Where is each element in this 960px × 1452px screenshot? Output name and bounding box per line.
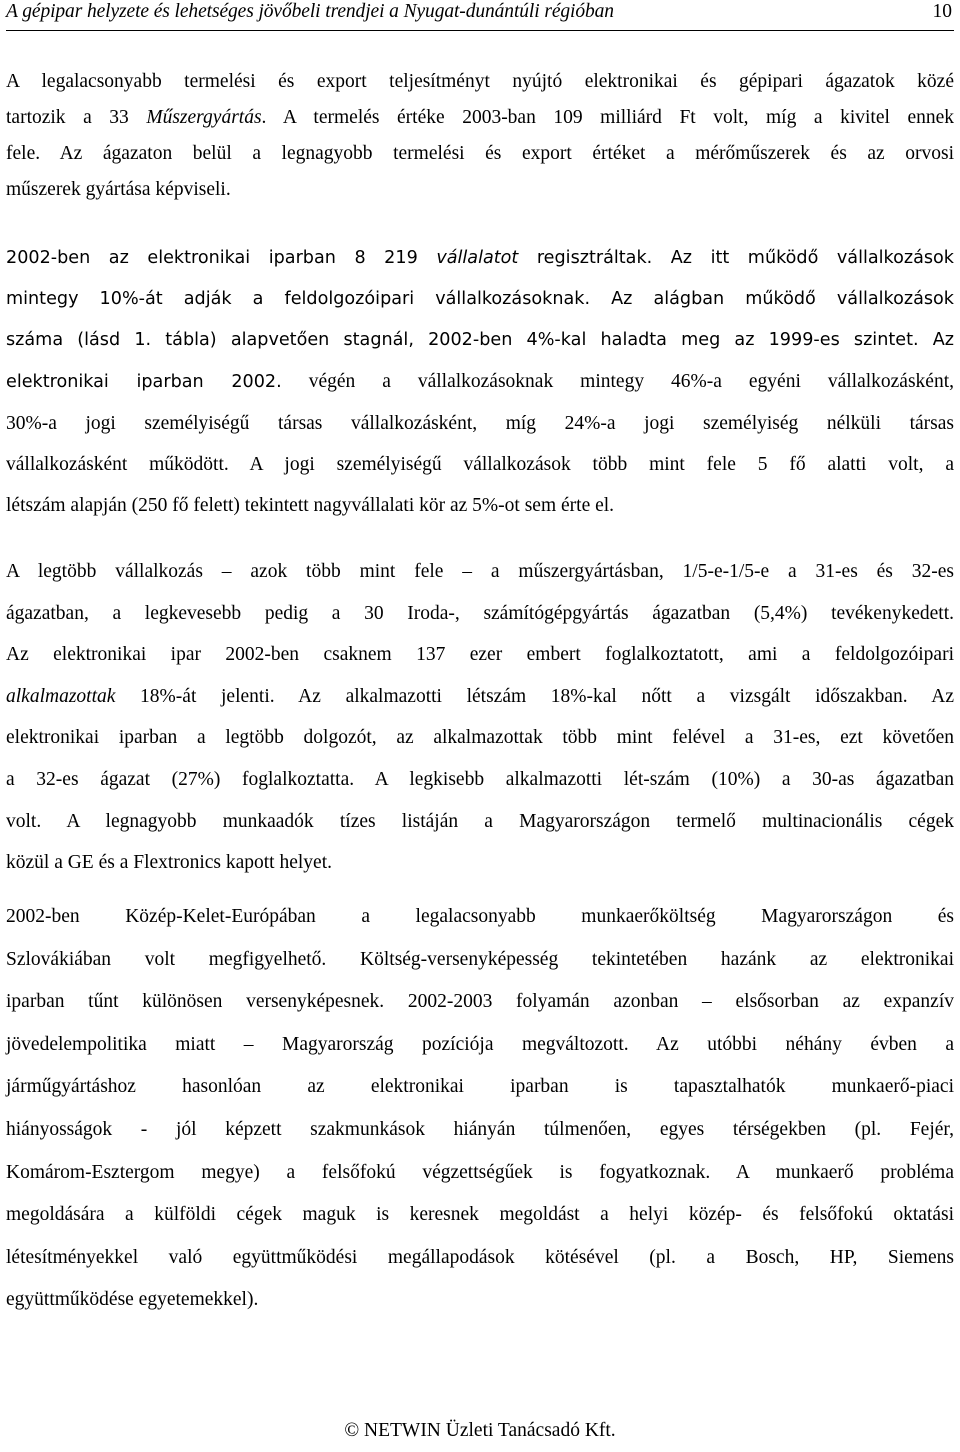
text-run: végén a vállalkozásoknak mintegy 46%-a egyéni vállalkozásként,	[281, 371, 954, 392]
emphasized-term: alkalmazottak	[6, 685, 116, 707]
text-line: a 32-es ágazat (27%) foglalkoztatta. A legkisebb alkalmazotti lét-szám (10%) a 30-as ágazatban	[6, 768, 954, 790]
text-line: közül a GE és a Flextronics kapott helyet.	[6, 852, 332, 874]
text-line: 30%-a jogi személyiségű társas vállalkozásként, míg 24%-a jogi személyiség nélküli társas	[6, 413, 954, 434]
paragraph-4	[6, 896, 954, 1322]
text-run: regisztráltak. Az itt működő vállalkozások	[518, 248, 954, 268]
text-line: A legalacsonyabb termelési és export teljesítményt nyújtó elektronikai és gépipari ágazatok közé	[6, 71, 954, 92]
paragraph-1	[6, 64, 954, 208]
text-line: A legtöbb vállalkozás – azok több mint fele – a műszergyártásban, 1/5-e-1/5-e a 31-es és 32-es	[6, 561, 954, 582]
text-line	[6, 361, 954, 403]
text-line: Szlovákiában volt megfigyelhető. Költség-versenyképesség tekintetében hazánk az elektronikai	[6, 948, 954, 970]
text-line: Komárom-Esztergom megye) a felsőfokú végzettségűek is fogyatkoznak. A munkaerő probléma	[6, 1161, 954, 1183]
text-line: ágazatban, a legkevesebb pedig a 30 Iroda-, számítógépgyártás ágazatban (5,4%) tevékenykedett.	[6, 602, 954, 624]
page-number: 10	[932, 1, 952, 22]
text-line: létesítményekkel való együttműködési megállapodások kötésével (pl. a Bosch, HP, Siemens	[6, 1246, 954, 1268]
text-line: fele. Az ágazaton belül a legnagyobb termelési és export értéket a mérőműszerek és az orvosi	[6, 143, 954, 164]
page-header	[6, 0, 954, 31]
paragraph-3	[6, 551, 954, 884]
text-line: száma (lásd 1. tábla) alapvetően stagnál, 2002-ben 4%-kal haladta meg az 1999-es szintet. Az	[6, 330, 954, 350]
text-run: 2002-ben az elektronikai iparban 8 219	[6, 248, 437, 268]
emphasized-term: Műszergyártás	[146, 107, 262, 128]
text-run: 18%-át jelenti. Az alkalmazotti létszám 18%-kal nőtt a vizsgált időszakban. Az	[115, 685, 954, 707]
text-line: megoldására a külföldi cégek maguk is keresnek megoldást a helyi közép- és felsőfokú oktatási	[6, 1204, 954, 1226]
text-line	[6, 676, 954, 718]
text-line	[6, 238, 954, 279]
text-run: tartozik a 33	[6, 107, 147, 128]
text-line: járműgyártáshoz hasonlóan az elektronikai iparban is tapasztalhatók munkaerő-piaci	[6, 1076, 954, 1098]
text-line: 2002-ben Közép-Kelet-Európában a legalacsonyabb munkaerőköltség Magyarországon és	[6, 906, 954, 927]
page-footer	[0, 1419, 960, 1443]
text-line: Az elektronikai ipar 2002-ben csaknem 137 ezer embert foglalkoztatott, ami a feldolgozóipari	[6, 644, 954, 666]
text-line: együttműködése egyetemekkel).	[6, 1289, 259, 1311]
text-line: létszám alapján (250 fő felett) tekintett nagyvállalati kör az 5%-ot sem érte el.	[6, 495, 615, 516]
text-line: elektronikai iparban a legtöbb dolgozót, az alkalmazottak több mint felével a 31-es, ezt követően	[6, 727, 954, 749]
text-line: hiányosságok - jól képzett szakmunkások hiányán túlmenően, egyes térségekben (pl. Fejér,	[6, 1118, 954, 1140]
text-line	[6, 100, 954, 136]
text-run: elektronikai iparban 2002.	[6, 372, 282, 392]
text-line: jövedelempolitika miatt – Magyarország pozíciója megváltozott. Az utóbbi néhány évben a	[6, 1033, 954, 1055]
emphasized-term: vállalatot	[436, 248, 519, 268]
text-line: műszerek gyártása képviseli.	[6, 179, 231, 200]
text-run: . A termelés értéke 2003-ban 109 milliárd Ft volt, míg a kivitel ennek	[261, 107, 955, 128]
text-line: vállalkozásként működött. A jogi személyiségű vállalkozások több mint fele 5 fő alatti volt, a	[6, 454, 954, 475]
copyright-notice: © NETWIN Üzleti Tanácsadó Kft.	[344, 1420, 616, 1441]
text-line: iparban tűnt különösen versenyképesnek. 2002-2003 folyamán azonban – elsősorban az expanzív	[6, 991, 954, 1013]
text-line: volt. A legnagyobb munkaadók tízes listáján a Magyarországon termelő multinacionális cégek	[6, 810, 954, 832]
text-line: mintegy 10%-át adják a feldolgozóipari vállalkozásoknak. Az alágban működő vállalkozások	[6, 289, 954, 309]
paragraph-2	[6, 238, 954, 526]
running-title: A gépipar helyzete és lehetséges jövőbeli trendjei a Nyugat-dunántúli régióban	[6, 1, 614, 22]
